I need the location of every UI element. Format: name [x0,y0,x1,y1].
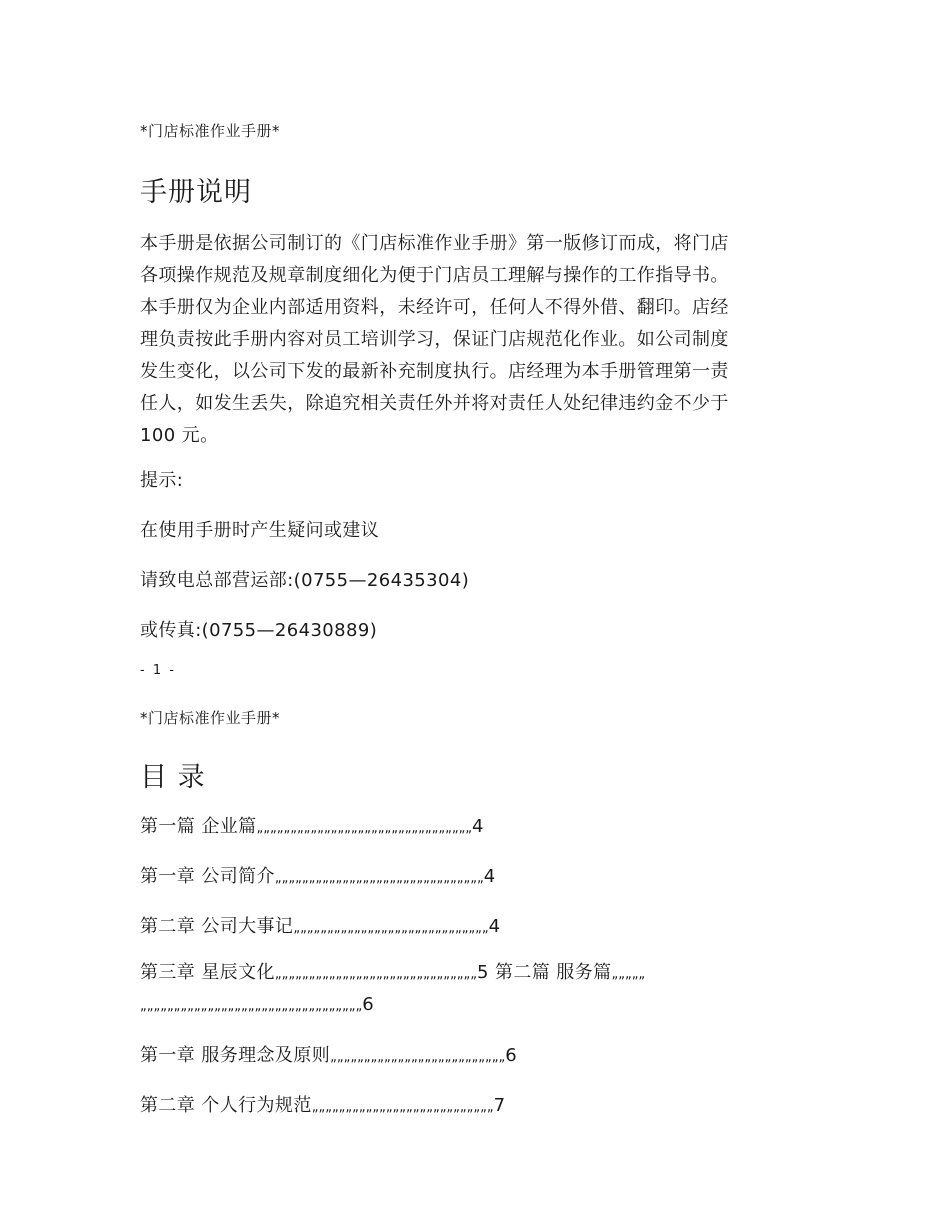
toc-page-number: 4 [483,866,496,887]
tip-fax: 或传真:(0755—26430889) [140,620,378,641]
paragraph-line: 本手册仅为企业内部适用资料，未经许可，任何人不得外借、翻印。店经 [140,297,729,318]
toc-item-label: 第一章 公司简介 [140,866,275,887]
toc-page-number: 6 [505,1045,518,1066]
toc-leader: „„„„„„„„„„„„„„„„„„„„„„„„„„„„„„„„ [256,821,473,836]
paragraph-line: 理负责按此手册内容对员工培训学习，保证门店规范化作业。如公司制度 [140,329,729,350]
toc-item[interactable] [140,1041,517,1067]
paragraph-line: 任人，如发生丢失，除追究相关责任外并将对责任人处纪律违约金不少于 [140,393,729,414]
page-header: *门店标准作业手册* [140,122,281,140]
paragraph-line: 100 元。 [140,425,219,446]
toc-item-label: 第一篇 企业篇 [140,816,257,837]
section-title: 手册说明 [140,177,252,208]
toc-leader: „„„„„„„„„„„„„„„„„„„„„„„„„„„„„„„ [274,871,484,886]
toc-leader: „„„„„„„„„„„„„„„„„„„„„„„„„„„„„„„„„ [140,999,363,1014]
toc-leader: „„„„„„„„„„„„„„„„„„„„„„„„„„„ [311,1100,494,1115]
toc-item[interactable] [140,912,501,938]
toc-item-label: 第二章 公司大事记 [140,916,294,937]
toc-leader: „„„„„ [611,967,646,982]
intro-paragraph [140,228,820,452]
toc-item[interactable] [140,812,484,838]
toc-title: 目 录 [140,762,206,793]
toc-leader: „„„„„„„„„„„„„„„„„„„„„„„„„„„„„ [293,921,489,936]
toc-item-label: 第一章 服务理念及原则 [140,1045,331,1066]
toc-leader: „„„„„„„„„„„„„„„„„„„„„„„„„„ [330,1050,506,1065]
toc-leader: „„„„„„„„„„„„„„„„„„„„„„„„„„„„„„ [274,967,477,982]
page-header: *门店标准作业手册* [140,709,281,727]
toc-line [140,990,645,1022]
tip-text: 在使用手册时产生疑问或建议 [140,520,380,541]
tip-label: 提示: [140,470,184,491]
toc-item[interactable] [140,862,496,888]
toc-page-number: 4 [472,816,484,837]
toc-item-label: 第三章 星辰文化 [140,962,275,983]
tip-phone: 请致电总部营运部:(0755—26435304) [140,570,470,591]
toc-page-number: 4 [488,916,501,937]
toc-page-number: 5 [476,962,489,983]
toc-line [140,958,645,990]
toc-page-number: 7 [493,1095,506,1116]
toc-item[interactable] [140,1091,505,1117]
paragraph-line: 本手册是依据公司制订的《门店标准作业手册》第一版修订而成，将门店 [140,233,729,254]
page-number: - 1 - [140,663,176,678]
toc-item[interactable] [140,958,645,1022]
paragraph-line: 发生变化，以公司下发的最新补充制度执行。店经理为本手册管理第一责 [140,361,729,382]
toc-item-label: 第二章 个人行为规范 [140,1095,312,1116]
toc-page-number: 6 [362,994,375,1015]
paragraph-line: 各项操作规范及规章制度细化为便于门店员工理解与操作的工作指导书。 [140,265,729,286]
toc-item-label: 第二篇 服务篇 [488,962,612,983]
